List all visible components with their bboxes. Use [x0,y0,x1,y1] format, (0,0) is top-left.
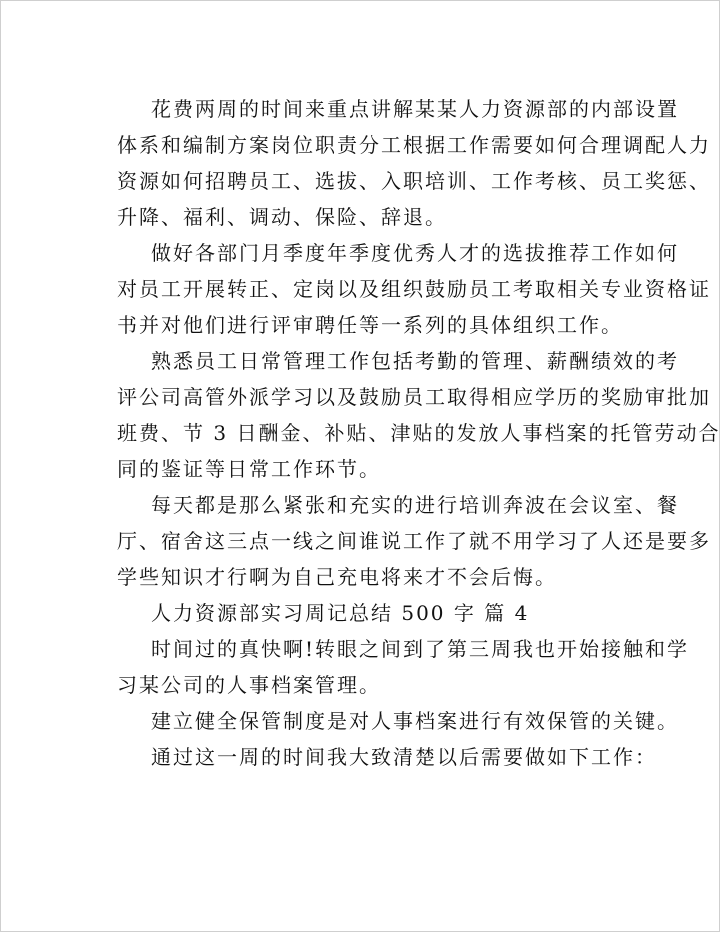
text-line: 建立健全保管制度是对人事档案进行有效保管的关键。 [151,709,679,733]
section-title: 人力资源部实习周记总结 500 字 篇 4 [151,601,530,625]
text-line: 厅、宿舍这三点一线之间谁说工作了就不用学习了人还是要多 [117,529,711,553]
text-line: 对员工开展转正、定岗以及组织鼓励员工考取相关专业资格证 [117,277,711,301]
text-line: 书并对他们进行评审聘任等一系列的具体组织工作。 [117,313,623,337]
paragraph-training [117,487,711,595]
paragraph-next-work [117,739,657,775]
text-line: 学些知识才行啊为自己充电将来才不会后悔。 [117,565,557,589]
paragraph-archive-system [117,703,679,739]
paragraph-daily-management [117,343,720,487]
text-line: 通过这一周的时间我大致清楚以后需要做如下工作： [151,745,657,769]
text-line: 习某公司的人事档案管理。 [117,673,381,697]
text-line: 时间过的真快啊!转眼之间到了第三周我也开始接触和学 [151,637,690,661]
paragraph-talent-selection [117,235,711,343]
section-heading [117,595,617,631]
text-line: 升降、福利、调动、保险、辞退。 [117,205,447,229]
text-line: 资源如何招聘员工、选拔、入职培训、工作考核、员工奖惩、 [117,169,711,193]
paragraph-department-setup [117,91,711,235]
document-body [117,91,720,775]
text-line: 同的鉴证等日常工作环节。 [117,457,381,481]
text-line: 做好各部门月季度年季度优秀人才的选拔推荐工作如何 [151,241,679,265]
text-line: 熟悉员工日常管理工作包括考勤的管理、薪酬绩效的考 [151,349,679,373]
text-line: 每天都是那么紧张和充实的进行培训奔波在会议室、餐 [151,493,679,517]
paragraph-third-week [117,631,690,703]
text-line: 班费、节 3 日酬金、补贴、津贴的发放人事档案的托管劳动合 [117,421,720,445]
text-line: 花费两周的时间来重点讲解某某人力资源部的内部设置 [151,97,679,121]
text-line: 评公司高管外派学习以及鼓励员工取得相应学历的奖励审批加 [117,385,711,409]
text-line: 体系和编制方案岗位职责分工根据工作需要如何合理调配人力 [117,133,711,157]
